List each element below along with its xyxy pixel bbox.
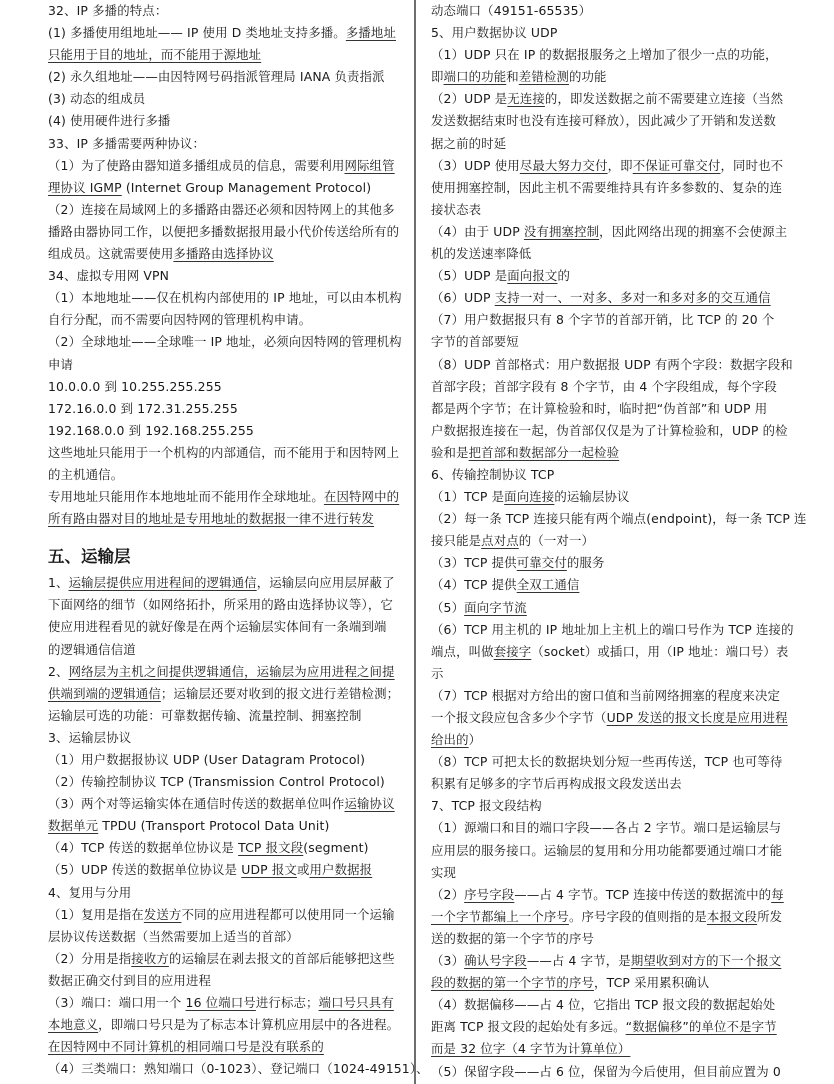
underlined-key-phrase: 端口的功能 — [443, 69, 507, 85]
underlined-key-phrase: 尽最大努力交付 — [519, 157, 608, 173]
text-run: （3）TCP 提供 — [431, 555, 517, 571]
text-run: 使应用进程看见的就好像是在两个运输层实体间有一条端到端 — [48, 619, 387, 635]
underlined-key-phrase: 每 — [771, 886, 784, 902]
text-line — [48, 616, 404, 638]
text-run: 进行标志； — [255, 995, 319, 1011]
text-line — [48, 221, 404, 243]
text-line — [48, 331, 404, 353]
text-line — [431, 309, 791, 331]
text-run: 应用层的服务接口。运输层的复用和分用功能都要通过端口才能 — [431, 842, 783, 858]
text-line — [48, 992, 404, 1014]
text-run: （8）TCP 可把太长的数据块划分短一些再传送，TCP 也可等待 — [431, 754, 783, 770]
text-line — [48, 265, 404, 287]
text-line — [48, 1058, 429, 1080]
text-run: 和 — [506, 69, 519, 85]
text-line — [431, 928, 791, 950]
text-run: 32、IP 多播的特点： — [48, 3, 168, 18]
text-run: ——占 4 字节，是 — [526, 953, 631, 969]
text-run: 的功能 — [568, 69, 607, 85]
text-run: （5）保留字段——占 6 位，保留为今后使用，但目前应置为 0 — [431, 1063, 781, 1079]
underlined-key-phrase: 期望收到对方的下一个报文 — [630, 953, 782, 969]
text-line — [48, 199, 404, 221]
text-run: （1）UDP 只在 IP 的数据报服务之上增加了很少一点的功能， — [431, 47, 778, 63]
text-run: 端点，叫做 — [431, 643, 494, 659]
text-line — [48, 398, 404, 420]
text-run: 运输层可选的功能：可靠数据传输、流量控制、拥塞控制 — [48, 707, 362, 723]
right-column-notes — [431, 0, 807, 1083]
text-line — [48, 376, 404, 398]
text-run: （8）UDP 首部格式：用户数据报 UDP 有两个字段：数据字段和 — [431, 356, 793, 372]
text-run: ——占 4 字节。TCP 连接中传送的数据流中的 — [514, 886, 772, 902]
underlined-key-phrase: 无连接 — [507, 91, 545, 107]
text-line — [48, 572, 404, 594]
text-run: （4）数据偏移——占 4 位，它指出 TCP 报文段的数据起始处 — [431, 997, 776, 1013]
text-line — [431, 376, 791, 398]
underlined-key-phrase: 确认号字段 — [464, 953, 527, 969]
text-line — [48, 749, 404, 771]
text-line — [431, 243, 791, 265]
text-line — [48, 594, 404, 616]
text-line — [48, 705, 404, 727]
text-line — [431, 508, 807, 530]
text-line — [431, 685, 791, 707]
text-run: 。序号字段的值则指的是 — [568, 908, 707, 924]
text-run: 播路由器协同工作，以便把多播数据报用最小代价传送给所有的 — [48, 223, 400, 239]
text-line — [431, 751, 791, 773]
text-line — [431, 155, 791, 177]
text-run: （2）连接在局域网上的多播路由器还必须和因特网上的其他多 — [48, 201, 395, 217]
text-run: 积累有足够多的字节后再构成报文段发送出去 — [431, 776, 682, 792]
underlined-key-phrase: 发送方 — [143, 906, 182, 922]
text-run: 的运输层协议 — [554, 489, 630, 505]
text-line — [48, 948, 404, 970]
text-run: 动态端口（49151-65535） — [431, 3, 592, 18]
underlined-key-phrase: 接收方 — [131, 950, 169, 966]
underlined-key-phrase: 多播路由选择协议 — [173, 246, 274, 262]
text-run: (segment) — [303, 840, 369, 856]
text-run: 送的数据的第一个字节的序号 — [431, 930, 595, 946]
text-line — [431, 44, 791, 66]
text-run: TPDU (Transport Protocol Data Unit) — [98, 818, 330, 834]
text-line — [431, 398, 791, 420]
text-line — [431, 972, 791, 994]
text-line — [48, 904, 404, 926]
text-line — [431, 133, 791, 155]
text-line — [431, 221, 791, 243]
text-line — [48, 464, 404, 486]
text-run: （2）全球地址——全球唯一 IP 地址，必须向因特网的管理机构 — [48, 334, 402, 350]
text-run: 使用拥塞控制，因此主机不需要维持具有许多参数的、复杂的连 — [431, 179, 783, 195]
text-line — [431, 199, 791, 221]
underlined-key-phrase: 只能用于目的地址，而不能用于源地址 — [48, 47, 262, 63]
underlined-key-phrase: 面向字节流 — [464, 599, 527, 615]
text-run: (Internet Group Management Protocol) — [121, 179, 372, 195]
text-run: （5）UDP 传送的数据单位协议是 — [48, 862, 242, 878]
text-line — [48, 771, 404, 793]
text-line — [431, 773, 791, 795]
text-line — [431, 950, 791, 972]
underlined-key-phrase: 理协议 IGMP — [48, 179, 122, 195]
underlined-key-phrase: 数据单元 — [48, 818, 99, 834]
underlined-key-phrase: 运输协议 — [344, 796, 395, 812]
text-run: 接只能是 — [431, 533, 482, 549]
underlined-key-phrase: 多播地址 — [345, 25, 397, 41]
text-line — [48, 1036, 404, 1058]
text-line — [431, 817, 791, 839]
text-line — [48, 661, 404, 683]
text-run: 发送数据结束时也没有连接可释放），因此减少了开销和发送数 — [431, 113, 776, 129]
text-line — [431, 597, 791, 619]
text-line — [431, 486, 791, 508]
text-line — [431, 574, 791, 596]
text-run: ） — [468, 732, 482, 748]
text-run: 5、用户数据协议 UDP — [431, 25, 558, 41]
text-line — [48, 508, 404, 530]
text-line — [48, 1014, 404, 1036]
underlined-key-phrase: 16 位端口号 — [185, 995, 256, 1011]
underlined-key-phrase: 段的数据的第一个字节的序号 — [431, 975, 595, 991]
underlined-key-phrase: 差错检测 — [518, 69, 569, 85]
underlined-key-phrase: 运输层提供应用进程间的逻辑通信 — [68, 575, 257, 591]
text-run: 1、 — [48, 575, 69, 591]
text-line — [431, 177, 791, 199]
text-run: 组成员。这就需要使用 — [48, 246, 174, 262]
text-line — [431, 884, 791, 906]
text-line — [431, 641, 791, 663]
text-run: （4）由于 UDP — [431, 223, 524, 239]
text-run: (2) 永久组地址——由因特网号码指派管理局 IANA 负责指派 — [48, 69, 385, 85]
text-run: (3) 动态的组成员 — [48, 91, 146, 107]
text-run: 自行分配，而不需要向因特网的管理机构申请。 — [48, 312, 312, 328]
text-run: （2）传输控制协议 TCP (Transmission Control Protocol) — [48, 774, 385, 790]
text-run: （1）为了使路由器知道多播组成员的信息，需要利用 — [48, 157, 345, 173]
text-line — [431, 906, 791, 928]
text-run: 验和是 — [431, 444, 469, 460]
underlined-key-phrase: 本报文段 — [706, 908, 758, 924]
text-line — [48, 639, 404, 661]
underlined-key-phrase: 所有路由器对目的地址是专用地址的数据报一律不进行转发 — [48, 511, 375, 527]
underlined-key-phrase: 面向报文 — [507, 268, 558, 284]
text-line — [48, 837, 404, 859]
text-line — [431, 840, 791, 862]
text-run: 的主机通信。 — [48, 466, 124, 482]
underlined-key-phrase: UDP 发送的报文长度是应用进程 — [606, 710, 788, 725]
text-line — [431, 442, 791, 464]
text-run: ，即 — [607, 157, 633, 173]
text-run: 户数据报连接在一起，伪首部仅仅是为了计算检验和，UDP 的检 — [431, 422, 788, 438]
text-line — [48, 66, 404, 88]
underlined-key-phrase: 支持一对一、一对多、多对一和多对多的交互通信 — [494, 290, 771, 306]
underlined-key-phrase: 没有拥塞控制 — [523, 223, 600, 239]
text-run: （6）TCP 用主机的 IP 地址加上主机上的端口号作为 TCP 连接的 — [431, 621, 794, 637]
underlined-key-phrase: 网络层为主机之间提供逻辑通信，运输层为应用进程之间提 — [68, 663, 395, 679]
text-line — [431, 265, 791, 287]
text-run: （1）本地地址——仅在机构内部使用的 IP 地址，可以由本机构 — [48, 290, 402, 306]
text-line — [431, 663, 791, 685]
text-line — [431, 66, 791, 88]
underlined-key-phrase: 本地意义 — [48, 1017, 99, 1033]
text-run: 申请 — [48, 356, 74, 372]
text-line — [431, 994, 791, 1016]
text-run: 2、 — [48, 663, 69, 679]
text-run: 7、TCP 报文段结构 — [431, 798, 542, 814]
underlined-key-phrase: “数据偏移”的单位不是字节 — [625, 1019, 777, 1035]
text-run: （7）TCP 根据对方给出的窗口值和当前网络拥塞的程度来决定 — [431, 687, 781, 703]
text-run: 数据正确交付到目的应用进程 — [48, 972, 212, 988]
text-line — [431, 1038, 791, 1060]
text-line — [431, 552, 791, 574]
text-run: （1）用户数据报协议 UDP (User Datagram Protocol) — [48, 752, 366, 767]
underlined-key-phrase: 给出的 — [431, 732, 469, 748]
text-run: 33、IP 多播需要两种协议： — [48, 135, 205, 151]
text-line — [431, 707, 791, 729]
underlined-key-phrase: 用户数据报 — [309, 862, 373, 878]
text-run: 34、虚拟专用网 VPN — [48, 268, 170, 284]
text-run: 下面网络的细节（如网络拓扑，所采用的路由选择协议等），它 — [48, 597, 393, 613]
text-run: 的，即发送数据之前不需要建立连接（当然 — [544, 91, 784, 107]
text-run: 所发 — [757, 908, 783, 924]
text-run: （3）UDP 使用 — [431, 157, 520, 173]
text-line — [431, 530, 791, 552]
text-run: （7）用户数据报只有 8 个字节的首部开销，比 TCP 的 20 个 — [431, 312, 775, 328]
left-column — [48, 0, 429, 1080]
text-run: 距离 TCP 报文段的起始处有多远。 — [431, 1019, 626, 1035]
text-run: ，TCP 采用累积确认 — [594, 975, 710, 991]
text-run: 据之前的时延 — [431, 135, 507, 151]
text-run: 一个报文段应包含多少个字节（ — [431, 710, 607, 725]
text-run: （5） — [431, 599, 465, 615]
text-run: 的（一对一） — [518, 533, 595, 549]
text-run: (4) 使用硬件进行多播 — [48, 113, 171, 129]
text-run: （6）UDP — [431, 290, 495, 306]
text-run: ，同时也不 — [720, 157, 784, 173]
text-run: 层协议传送数据（当然需要加上适当的首部） — [48, 928, 299, 944]
text-line — [48, 44, 404, 66]
text-run: ；运输层还要对收到的报文进行差错检测； — [160, 685, 400, 701]
text-run: 的运输层在剥去报文的首部后能够把这些 — [168, 950, 395, 966]
underlined-key-phrase: 全双工通信 — [516, 577, 580, 593]
text-line — [431, 1016, 791, 1038]
text-run: （4）TCP 提供 — [431, 577, 517, 593]
text-line — [431, 0, 791, 22]
text-line — [48, 442, 404, 464]
text-line — [431, 22, 791, 44]
text-run: 192.168.0.0 到 192.168.255.255 — [48, 422, 254, 438]
text-run: 6、传输控制协议 TCP — [431, 466, 555, 482]
text-line — [431, 729, 791, 751]
text-run: 这些地址只能用于一个机构的内部通信，而不能用于和因特网上 — [48, 444, 400, 460]
text-run: （1）复用是指在 — [48, 906, 144, 922]
text-line — [431, 354, 791, 376]
text-run: 10.0.0.0 到 10.255.255.255 — [48, 378, 222, 394]
text-line — [431, 795, 791, 817]
text-run: 首部字段；首部字段有 8 个字节，由 4 个字段组成，每个字段 — [431, 378, 777, 394]
text-run: 字节的首部要短 — [431, 334, 519, 350]
text-run: ，运输层向应用层屏蔽了 — [256, 575, 395, 591]
underlined-key-phrase: TCP 报文段 — [238, 840, 304, 856]
text-run: (1) 多播使用组地址—— IP 使用 D 类地址支持多播。 — [48, 25, 346, 41]
text-line — [431, 88, 791, 110]
text-line — [48, 882, 404, 904]
text-run: （3）端口：端口用一个 — [48, 995, 186, 1011]
underlined-key-phrase: 面向连接 — [504, 489, 555, 505]
underlined-key-phrase: 而是 32 位字（4 字节为计算单位） — [431, 1041, 631, 1057]
text-run: 专用地址只能用作本地地址而不能用作全球地址。 — [48, 489, 324, 505]
underlined-key-phrase: 在因特网中不同计算机的相同端口号是没有联系的 — [48, 1039, 324, 1055]
text-run: 或 — [296, 862, 310, 878]
text-line — [48, 309, 404, 331]
underlined-key-phrase: 端口号只具有 — [318, 995, 394, 1011]
text-line — [48, 727, 404, 749]
text-run: （4）TCP 传送的数据单位协议是 — [48, 840, 239, 856]
text-run: （3） — [431, 953, 465, 969]
text-line — [48, 88, 404, 110]
text-run: （1）TCP 是 — [431, 489, 505, 505]
left-column-notes-part2 — [48, 572, 429, 1080]
text-run: 即 — [431, 69, 444, 85]
text-run: 实现 — [431, 864, 457, 880]
text-run: （socket）或插口，用（IP 地址：端口号）表 — [531, 643, 789, 659]
underlined-key-phrase: 不保证可靠交付 — [632, 157, 721, 173]
text-line — [431, 420, 791, 442]
text-run: 3、运输层协议 — [48, 729, 132, 745]
text-line — [48, 133, 404, 155]
text-line — [48, 177, 404, 199]
text-line — [48, 420, 404, 442]
text-run: 不同的应用进程都可以使用同一个运输 — [181, 906, 395, 922]
section-heading-transport-layer: 五、运输层 — [48, 547, 131, 567]
text-run: （1）源端口和目的端口字段——各占 2 字节。端口是运输层与 — [431, 820, 782, 836]
text-line — [431, 464, 791, 486]
text-line — [48, 155, 404, 177]
column-divider — [414, 0, 416, 1084]
text-run: 的服务 — [566, 555, 605, 571]
text-run: （4）三类端口：熟知端口（0-1023）、登记端口（1024-49151）、 — [48, 1061, 429, 1077]
underlined-key-phrase: 套接字 — [493, 643, 532, 659]
text-line — [48, 287, 404, 309]
underlined-key-phrase: 点对点 — [481, 533, 519, 549]
text-line — [48, 0, 404, 22]
text-run: （2）分用是指 — [48, 950, 132, 966]
text-line — [48, 859, 404, 881]
underlined-key-phrase: 在因特网中的 — [323, 489, 400, 505]
underlined-key-phrase: 可靠交付 — [516, 555, 567, 571]
text-line — [48, 486, 404, 508]
text-line — [431, 331, 791, 353]
text-run: 的逻辑通信信道 — [48, 641, 136, 657]
text-line — [48, 815, 404, 837]
underlined-key-phrase: 网际组管 — [344, 157, 395, 173]
underlined-key-phrase: 把首部和数据部分一起检验 — [468, 444, 620, 460]
text-run: 的 — [557, 268, 570, 284]
text-run: （5）UDP 是 — [431, 268, 508, 284]
text-run: 机的发送速率降低 — [431, 246, 532, 262]
text-line — [48, 793, 404, 815]
text-line — [48, 110, 404, 132]
text-run: 都是两个字节；在计算检验和时，临时把“伪首部”和 UDP 用 — [431, 400, 768, 416]
text-run: 172.16.0.0 到 172.31.255.255 — [48, 400, 238, 416]
text-run: ，因此网络出现的拥塞不会使源主 — [599, 223, 788, 239]
text-line — [431, 619, 794, 641]
text-run: （2）每一条 TCP 连接只能有两个端点(endpoint)，每一条 TCP 连 — [431, 511, 807, 527]
underlined-key-phrase: 供端到端的逻辑通信 — [48, 685, 161, 701]
underlined-key-phrase: UDP 报文 — [241, 862, 297, 878]
right-column — [431, 0, 807, 1083]
underlined-key-phrase: 序号字段 — [464, 886, 515, 902]
text-line — [48, 970, 404, 992]
text-run: 示 — [431, 665, 444, 681]
text-run: ，即端口号只是为了标志本计算机应用层中的各进程。 — [98, 1017, 400, 1033]
left-column-notes-part1 — [48, 0, 404, 530]
text-line — [48, 22, 404, 44]
text-line — [431, 287, 791, 309]
text-run: （3）两个对等运输实体在通信时传送的数据单位叫作 — [48, 796, 345, 812]
text-line — [48, 243, 404, 265]
text-line — [48, 354, 404, 376]
text-run: 4、复用与分用 — [48, 884, 132, 900]
text-line — [48, 683, 404, 705]
text-run: （2）UDP 是 — [431, 91, 508, 107]
text-run: 接状态表 — [431, 201, 482, 217]
text-line — [431, 862, 791, 884]
text-line — [431, 1061, 791, 1083]
text-line — [431, 110, 791, 132]
text-line — [48, 926, 404, 948]
text-run: （2） — [431, 886, 465, 902]
underlined-key-phrase: 一个字节都编上一个序号 — [431, 908, 569, 924]
